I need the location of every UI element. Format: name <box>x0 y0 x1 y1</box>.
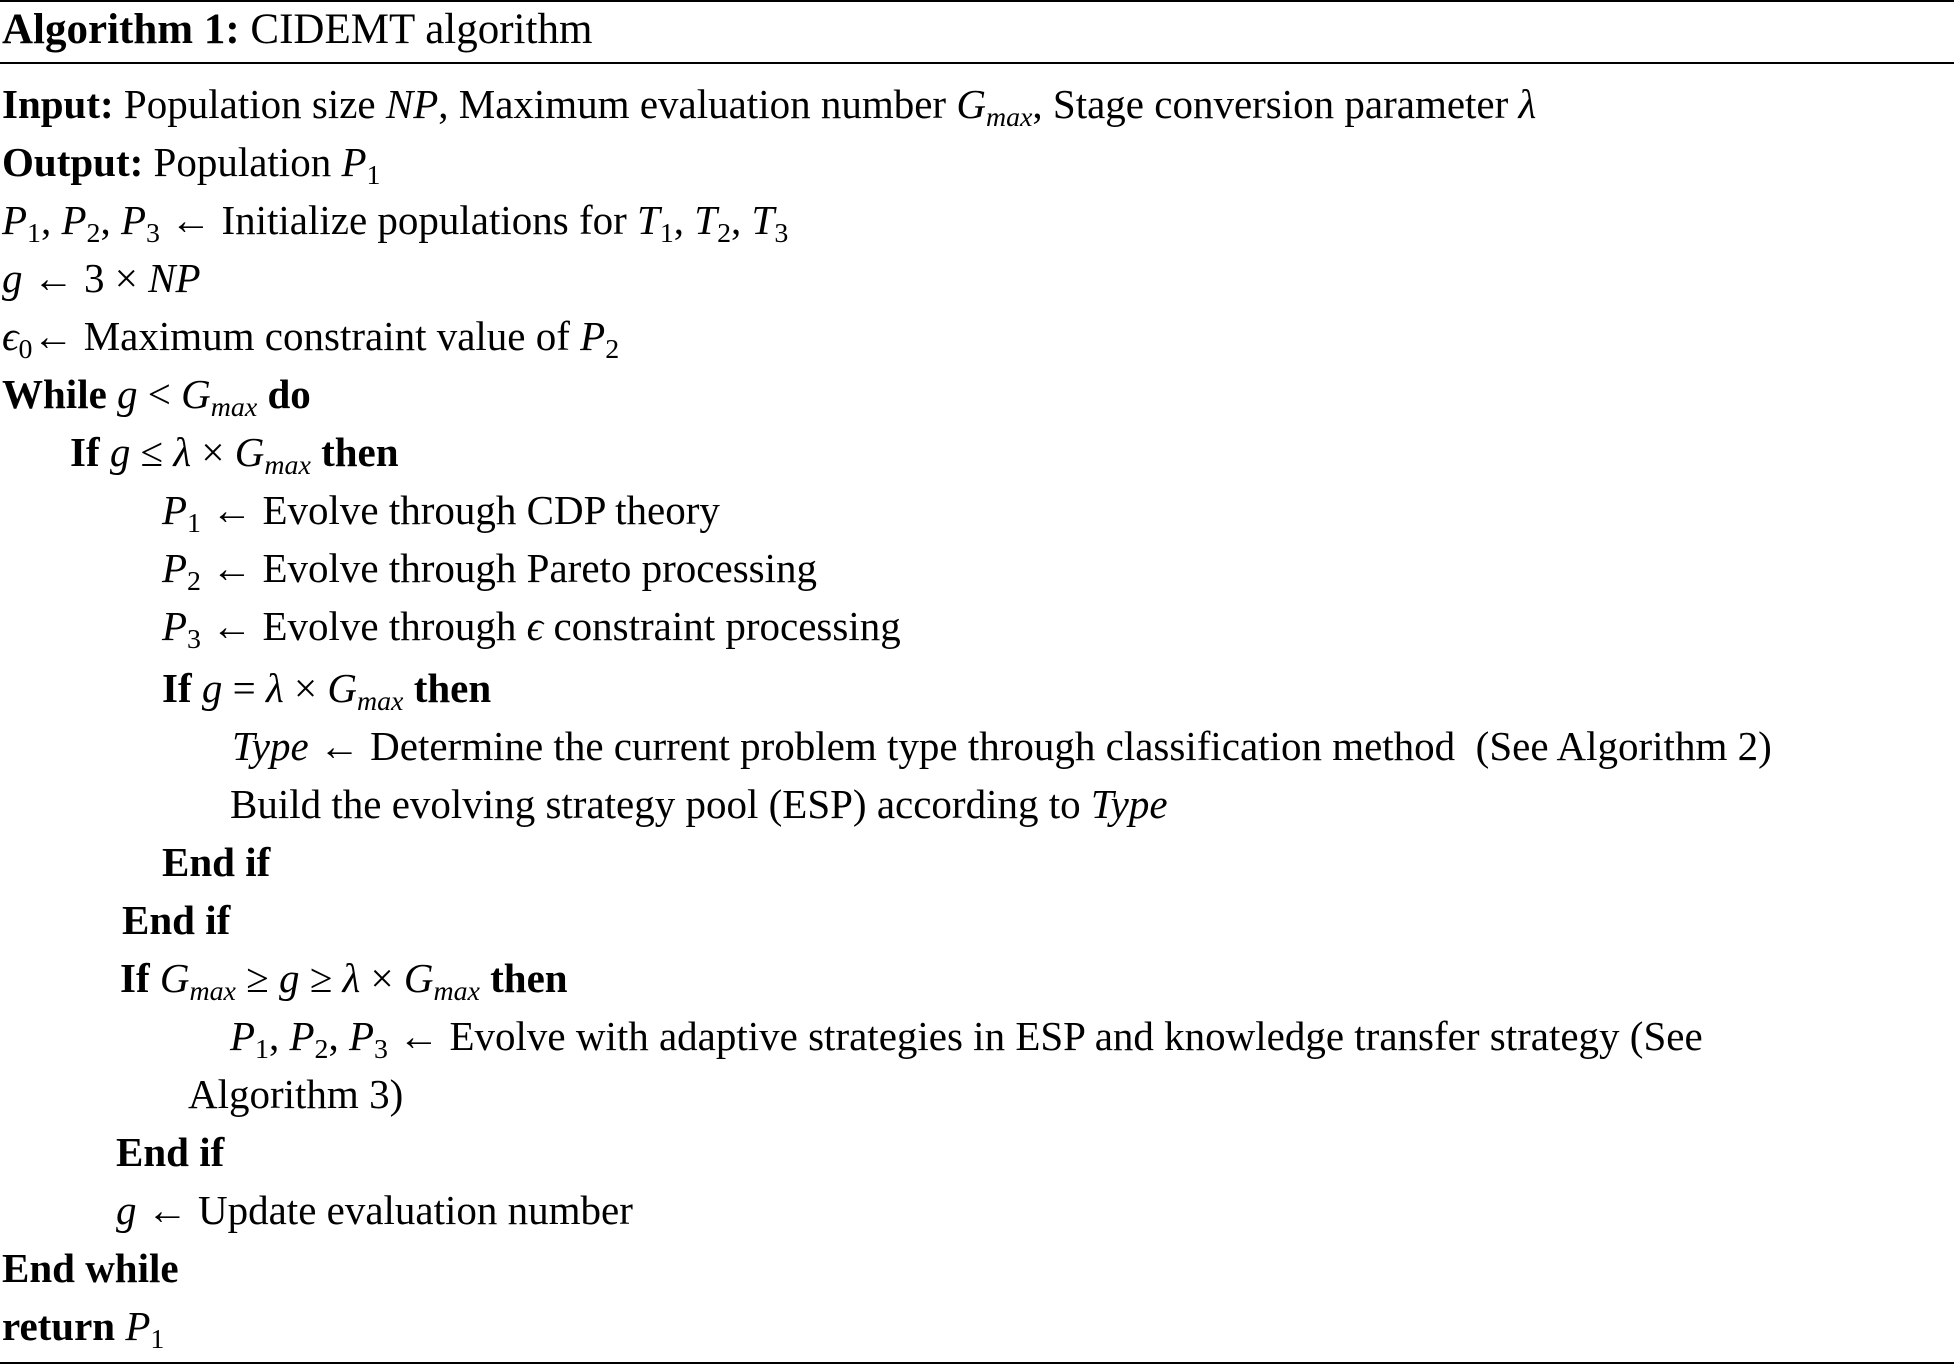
algorithm-label: Algorithm 1: <box>2 6 240 53</box>
header-rule <box>0 62 1954 64</box>
algo-line-p1: $P_1$ ← Evolve through CDP theory <box>162 487 720 539</box>
top-rule <box>0 0 1954 2</box>
algo-line-endif-1: End if <box>162 839 271 885</box>
output-line <box>2 136 381 191</box>
algo-line-3: $\epsilon_0\leftarrow$ Maximum constraint value of $P_2$ <box>2 313 620 365</box>
algo-line-endif-3: End if <box>116 1129 225 1175</box>
algo-line-type: Type ← Determine the current problem type through classification method (See Algorithm 2) <box>232 723 1772 769</box>
algo-line-endwhile: End while <box>2 1245 179 1291</box>
input-line <box>2 78 1537 133</box>
algo-line-1: $P_1$, $P_2$, $P_3$ ← Initialize populations for $T_1$, $T_2$, $T_3$ <box>2 197 789 249</box>
algo-line-evolve-cont: Algorithm 3) <box>188 1071 404 1117</box>
input-keyword: Input: <box>2 81 114 127</box>
algo-line-build: Build the evolving strategy pool (ESP) according to Type <box>230 781 1168 827</box>
algo-line-endif-2: End if <box>122 897 231 943</box>
input-text: Population size NP, Maximum evaluation number $G_{max}$, Stage conversion parameter λ <box>123 81 1537 133</box>
algorithm-title <box>2 4 592 56</box>
algo-line-evolve: $P_1$, $P_2$, $P_3$ ← Evolve with adaptive strategies in ESP and knowledge transfer strategy (See <box>230 1013 1703 1065</box>
algo-line-update: g ← Update evaluation number <box>116 1187 633 1233</box>
algo-line-p3: $P_3$ ← Evolve through ϵ constraint processing <box>162 603 901 655</box>
algo-line-2: g ← 3 × NP <box>2 255 201 301</box>
algo-line-while: While $g < G_{max}$ do <box>2 371 311 423</box>
output-keyword: Output: <box>2 139 144 185</box>
algorithm-name: CIDEMT algorithm <box>250 6 593 53</box>
algo-line-p2: $P_2$ ← Evolve through Pareto processing <box>162 545 818 597</box>
algo-line-return: return $P_1$ <box>2 1303 165 1355</box>
algo-line-if-3: If $G_{max} \ge g \ge \lambda \times G_{max}$ then <box>120 955 568 1007</box>
algo-line-if-1: If $g \le \lambda \times G_{max}$ then <box>70 429 399 481</box>
algo-line-if-2: If $g = \lambda \times G_{max}$ then <box>162 665 492 717</box>
output-text: Population $P_1$ <box>153 139 381 191</box>
